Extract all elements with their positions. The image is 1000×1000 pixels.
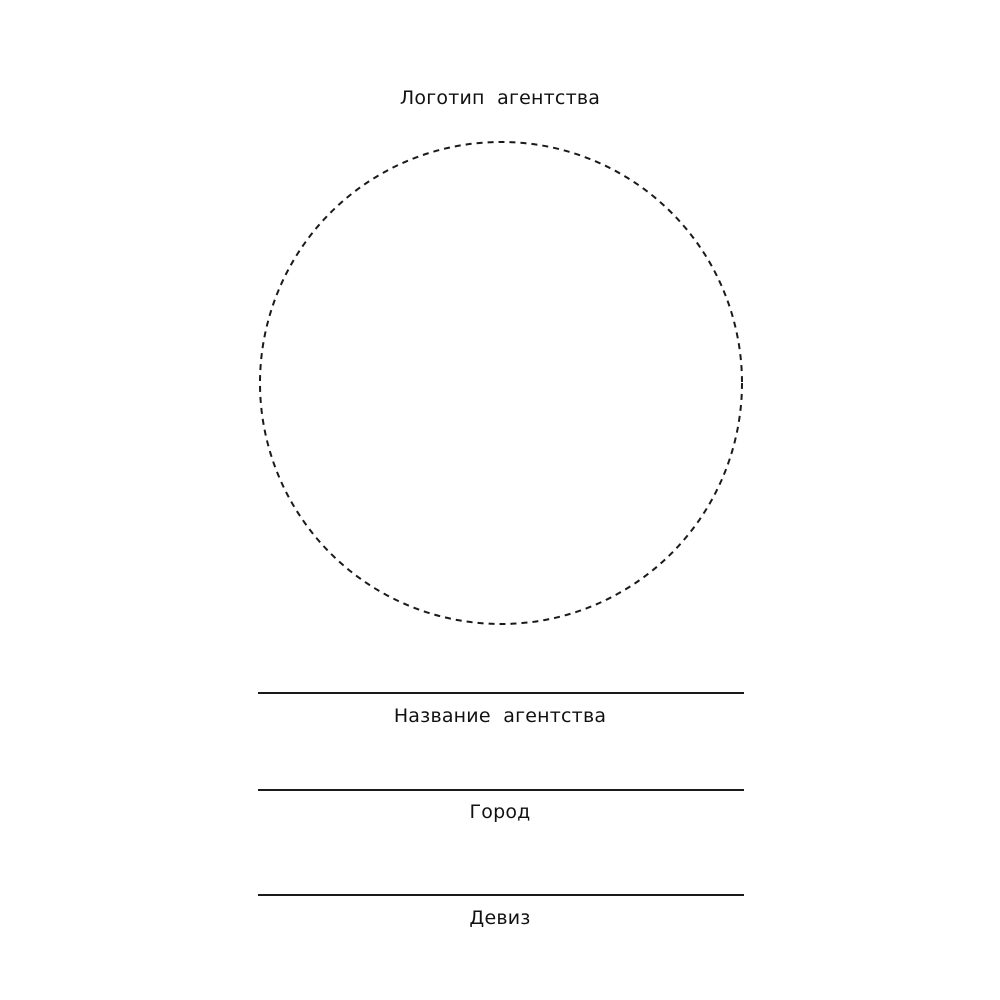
name-label: Название агентства — [393, 705, 607, 727]
city-label: Город — [469, 801, 531, 823]
logo-label: Логотип агентства — [399, 87, 601, 109]
logo-placeholder-circle[interactable] — [258, 140, 744, 626]
name-field-line[interactable] — [258, 692, 744, 694]
motto-field-line[interactable] — [258, 894, 744, 896]
motto-label: Девиз — [469, 907, 531, 929]
city-field-line[interactable] — [258, 789, 744, 791]
